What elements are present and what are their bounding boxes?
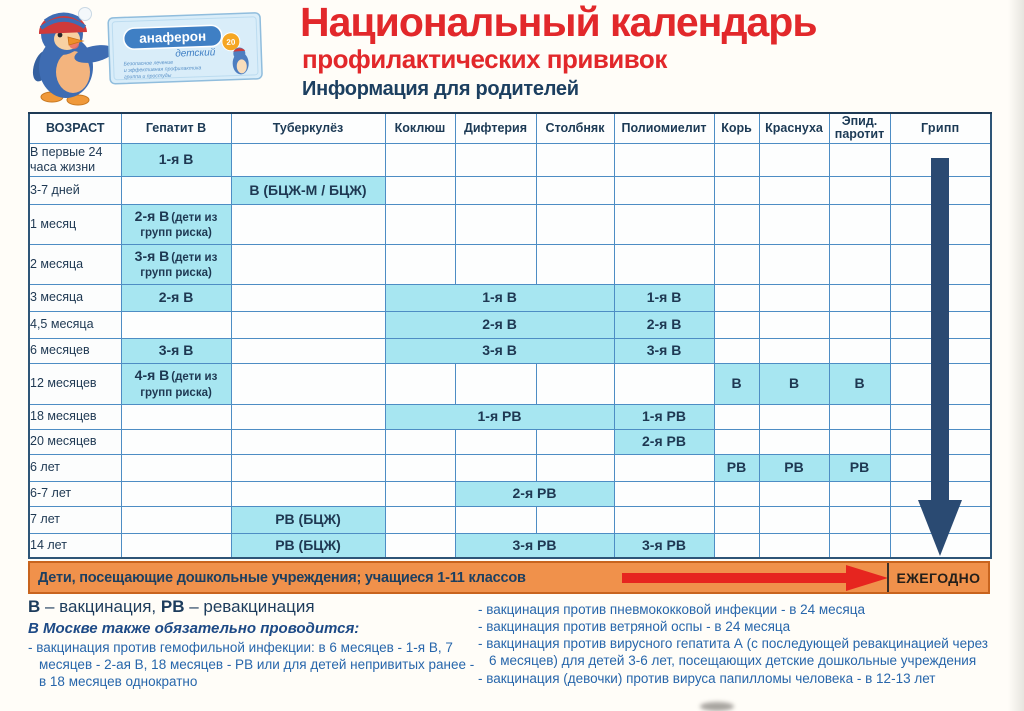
col-header-polio: Полиомиелит xyxy=(614,113,714,143)
penguin-mascot-illustration xyxy=(26,4,266,106)
empty-cell xyxy=(455,506,536,533)
vaccine-cell: РВ (БЦЖ) xyxy=(231,506,385,533)
product-box xyxy=(108,13,262,84)
empty-cell xyxy=(829,481,890,506)
empty-cell xyxy=(714,244,759,284)
empty-cell xyxy=(714,338,759,363)
empty-cell xyxy=(385,244,455,284)
empty-cell xyxy=(829,533,890,558)
age-cell: В первые 24 часа жизни xyxy=(29,143,121,176)
vaccine-cell: РВ (БЦЖ) xyxy=(231,533,385,558)
empty-cell xyxy=(385,176,455,204)
empty-cell xyxy=(714,404,759,429)
hat-pompom xyxy=(79,8,92,21)
empty-cell xyxy=(231,244,385,284)
annual-label: ЕЖЕГОДНО xyxy=(887,563,988,592)
vaccine-cell: РВ xyxy=(759,454,829,481)
empty-cell xyxy=(536,363,614,404)
empty-cell xyxy=(455,244,536,284)
table-row xyxy=(29,429,991,454)
empty-cell xyxy=(385,204,455,244)
empty-cell xyxy=(829,429,890,454)
vaccination-calendar-table xyxy=(28,112,992,559)
vaccine-cell: 2-я РВ xyxy=(614,429,714,454)
table-row xyxy=(29,311,991,338)
col-header-tetanus: Столбняк xyxy=(536,113,614,143)
flu-column-cell xyxy=(890,533,991,558)
empty-cell xyxy=(759,176,829,204)
flu-column-cell xyxy=(890,204,991,244)
vaccine-cell: 2-я В xyxy=(121,284,231,311)
empty-cell xyxy=(121,506,231,533)
scan-smudge xyxy=(700,702,734,711)
scan-page-edge xyxy=(1008,0,1024,711)
empty-cell xyxy=(759,244,829,284)
empty-cell xyxy=(614,176,714,204)
header-titles xyxy=(300,2,817,99)
empty-cell xyxy=(614,244,714,284)
empty-cell xyxy=(385,454,455,481)
empty-cell xyxy=(829,506,890,533)
age-cell: 6 месяцев xyxy=(29,338,121,363)
empty-cell xyxy=(231,311,385,338)
vaccine-cell-dtp-span: 1-я РВ xyxy=(385,404,614,429)
flu-column-cell xyxy=(890,338,991,363)
empty-cell xyxy=(385,506,455,533)
box-tagline-line: и эффективная профилактика xyxy=(123,65,202,74)
page-title-line1: Национальный календарь xyxy=(300,0,817,45)
empty-cell xyxy=(536,176,614,204)
empty-cell xyxy=(829,143,890,176)
vaccine-cell: 3-я В xyxy=(614,338,714,363)
vaccine-cell: В xyxy=(829,363,890,404)
empty-cell xyxy=(759,284,829,311)
vaccine-cell: В xyxy=(714,363,759,404)
flu-banner xyxy=(28,561,990,594)
flu-column-cell xyxy=(890,506,991,533)
empty-cell xyxy=(121,311,231,338)
col-header-flu: Грипп xyxy=(890,113,991,143)
empty-cell xyxy=(759,533,829,558)
vaccine-cell: 3-я В (дети из групп риска) xyxy=(121,244,231,284)
empty-cell xyxy=(536,244,614,284)
table-row xyxy=(29,454,991,481)
flu-banner-text: Дети, посещающие дошкольные учреждения; учащиеся 1-11 классов xyxy=(38,569,526,586)
age-cell: 14 лет xyxy=(29,533,121,558)
table-row xyxy=(29,284,991,311)
note-item: - вакцинация (девочки) против вируса папилломы человека - в 12-13 лет xyxy=(478,670,936,686)
penguin-eye xyxy=(58,33,63,38)
vaccine-cell: 1-я В xyxy=(121,143,231,176)
empty-cell xyxy=(714,533,759,558)
legend-rv-abbr: РВ xyxy=(160,597,185,616)
note-item: - вакцинация против вирусного гепатита А (с последующей ревакцинацией через 6 месяцев) для детей 3-6 лет, посещающих детские дошкольные учреждения xyxy=(478,636,988,669)
empty-cell xyxy=(614,363,714,404)
empty-cell xyxy=(231,429,385,454)
empty-cell xyxy=(121,533,231,558)
empty-cell xyxy=(536,429,614,454)
empty-cell xyxy=(714,481,759,506)
flu-column-cell xyxy=(890,176,991,204)
right-arrow-icon xyxy=(622,565,888,591)
note-item: - вакцинация против гемофильной инфекции: в 6 месяцев - 1-я В, 7 месяцев - 2-ая В, 18 месяцев - РВ или для детей непривитых ранее - в 18 месяцев однократно xyxy=(28,640,475,690)
box-tagline-line: Безопасное лечение xyxy=(123,59,174,68)
empty-cell xyxy=(385,143,455,176)
age-cell: 3-7 дней xyxy=(29,176,121,204)
empty-cell xyxy=(759,204,829,244)
flu-column-cell xyxy=(890,429,991,454)
empty-cell xyxy=(231,404,385,429)
flu-column-cell xyxy=(890,363,991,404)
empty-cell xyxy=(614,204,714,244)
vaccine-cell: 3-я В xyxy=(121,338,231,363)
flu-column-cell xyxy=(890,481,991,506)
age-cell: 20 месяцев xyxy=(29,429,121,454)
vaccine-cell-dt-span: 2-я РВ xyxy=(455,481,614,506)
empty-cell xyxy=(385,533,455,558)
empty-cell xyxy=(759,143,829,176)
empty-cell xyxy=(536,143,614,176)
empty-cell xyxy=(829,176,890,204)
vaccine-cell-dtp-span: 3-я В xyxy=(385,338,614,363)
vaccine-cell-dtp-span: 1-я В xyxy=(385,284,614,311)
legend-v-abbr: В xyxy=(28,597,41,616)
vaccine-cell: В xyxy=(759,363,829,404)
col-header-pertussis: Коклюш xyxy=(385,113,455,143)
empty-cell xyxy=(455,429,536,454)
brand-name: анаферон xyxy=(138,28,207,46)
age-cell: 6-7 лет xyxy=(29,481,121,506)
brand-variant: детский xyxy=(175,47,216,60)
table-row xyxy=(29,176,991,204)
empty-cell xyxy=(455,363,536,404)
empty-cell xyxy=(121,429,231,454)
flu-column-cell xyxy=(890,404,991,429)
age-cell: 12 месяцев xyxy=(29,363,121,404)
svg-text:20: 20 xyxy=(226,37,236,47)
col-header-rubella: Краснуха xyxy=(759,113,829,143)
age-cell: 18 месяцев xyxy=(29,404,121,429)
empty-cell xyxy=(455,204,536,244)
empty-cell xyxy=(385,429,455,454)
empty-cell xyxy=(231,204,385,244)
empty-cell xyxy=(829,311,890,338)
empty-cell xyxy=(714,176,759,204)
vaccine-cell: 2-я В xyxy=(614,311,714,338)
empty-cell xyxy=(121,454,231,481)
empty-cell xyxy=(614,506,714,533)
empty-cell xyxy=(714,506,759,533)
vaccine-cell-dtp-span: 2-я В xyxy=(385,311,614,338)
empty-cell xyxy=(231,338,385,363)
col-header-mumps: Эпид. паротит xyxy=(829,113,890,143)
col-header-age: ВОЗРАСТ xyxy=(29,113,121,143)
empty-cell xyxy=(231,284,385,311)
vaccine-cell: 3-я РВ xyxy=(614,533,714,558)
vaccine-cell: 2-я В (дети из групп риска) xyxy=(121,204,231,244)
flu-column-cell xyxy=(890,454,991,481)
empty-cell xyxy=(614,454,714,481)
empty-cell xyxy=(829,404,890,429)
empty-cell xyxy=(759,404,829,429)
page-title-line2: профилактических прививок xyxy=(302,44,667,74)
vaccine-cell: 1-я В xyxy=(614,284,714,311)
empty-cell xyxy=(455,143,536,176)
age-cell: 7 лет xyxy=(29,506,121,533)
empty-cell xyxy=(759,481,829,506)
vaccine-cell: 4-я В (дети из групп риска) xyxy=(121,363,231,404)
col-header-diphtheria: Дифтерия xyxy=(455,113,536,143)
table-row xyxy=(29,244,991,284)
empty-cell xyxy=(759,506,829,533)
legend-line: В – вакцинация, РВ – ревакцинация xyxy=(28,597,315,616)
empty-cell xyxy=(121,404,231,429)
vaccine-cell: РВ xyxy=(829,454,890,481)
table-row xyxy=(29,143,991,176)
empty-cell xyxy=(385,363,455,404)
flu-column-cell xyxy=(890,244,991,284)
empty-cell xyxy=(536,204,614,244)
empty-cell xyxy=(714,311,759,338)
empty-cell xyxy=(759,311,829,338)
empty-cell xyxy=(829,244,890,284)
empty-cell xyxy=(455,176,536,204)
table-row xyxy=(29,506,991,533)
col-header-tuberculosis: Туберкулёз xyxy=(231,113,385,143)
empty-cell xyxy=(614,143,714,176)
age-cell: 6 лет xyxy=(29,454,121,481)
col-header-measles: Корь xyxy=(714,113,759,143)
vaccine-cell: 1-я РВ xyxy=(614,404,714,429)
age-cell: 4,5 месяца xyxy=(29,311,121,338)
moscow-note-heading: В Москве также обязательно проводится: xyxy=(28,620,360,637)
col-header-hepatitis-b: Гепатит В xyxy=(121,113,231,143)
empty-cell xyxy=(536,506,614,533)
table-row xyxy=(29,338,991,363)
footnotes-left-column xyxy=(28,639,476,690)
empty-cell xyxy=(385,481,455,506)
empty-cell xyxy=(231,363,385,404)
note-item: - вакцинация против пневмококковой инфекции - в 24 месяца xyxy=(478,602,865,617)
page-subtitle: Информация для родителей xyxy=(302,78,579,100)
table-row xyxy=(29,363,991,404)
empty-cell xyxy=(759,338,829,363)
empty-cell xyxy=(536,454,614,481)
empty-cell xyxy=(714,429,759,454)
empty-cell xyxy=(231,454,385,481)
table-row xyxy=(29,204,991,244)
empty-cell xyxy=(714,143,759,176)
empty-cell xyxy=(455,454,536,481)
vaccine-cell-dt-span: 3-я РВ xyxy=(455,533,614,558)
empty-cell xyxy=(121,176,231,204)
empty-cell xyxy=(829,284,890,311)
empty-cell xyxy=(231,481,385,506)
age-cell: 2 месяца xyxy=(29,244,121,284)
table-header-row xyxy=(29,113,991,143)
vaccine-cell: В (БЦЖ-М / БЦЖ) xyxy=(231,176,385,204)
table-row xyxy=(29,404,991,429)
age-cell: 3 месяца xyxy=(29,284,121,311)
flu-column-cell xyxy=(890,311,991,338)
empty-cell xyxy=(714,204,759,244)
age-cell: 1 месяц xyxy=(29,204,121,244)
mascot-graphic xyxy=(26,4,266,106)
flu-column-cell xyxy=(890,143,991,176)
empty-cell xyxy=(121,481,231,506)
empty-cell xyxy=(829,338,890,363)
box-tagline-line: гриппа и простуды xyxy=(123,72,172,81)
empty-cell xyxy=(714,284,759,311)
note-item: - вакцинация против ветряной оспы - в 24 месяца xyxy=(478,619,791,635)
empty-cell xyxy=(759,429,829,454)
flu-column-cell xyxy=(890,284,991,311)
footnotes-right-column xyxy=(478,601,992,687)
empty-cell xyxy=(614,481,714,506)
table-row xyxy=(29,481,991,506)
vaccine-cell: РВ xyxy=(714,454,759,481)
empty-cell xyxy=(829,204,890,244)
table-row xyxy=(29,533,991,558)
empty-cell xyxy=(231,143,385,176)
